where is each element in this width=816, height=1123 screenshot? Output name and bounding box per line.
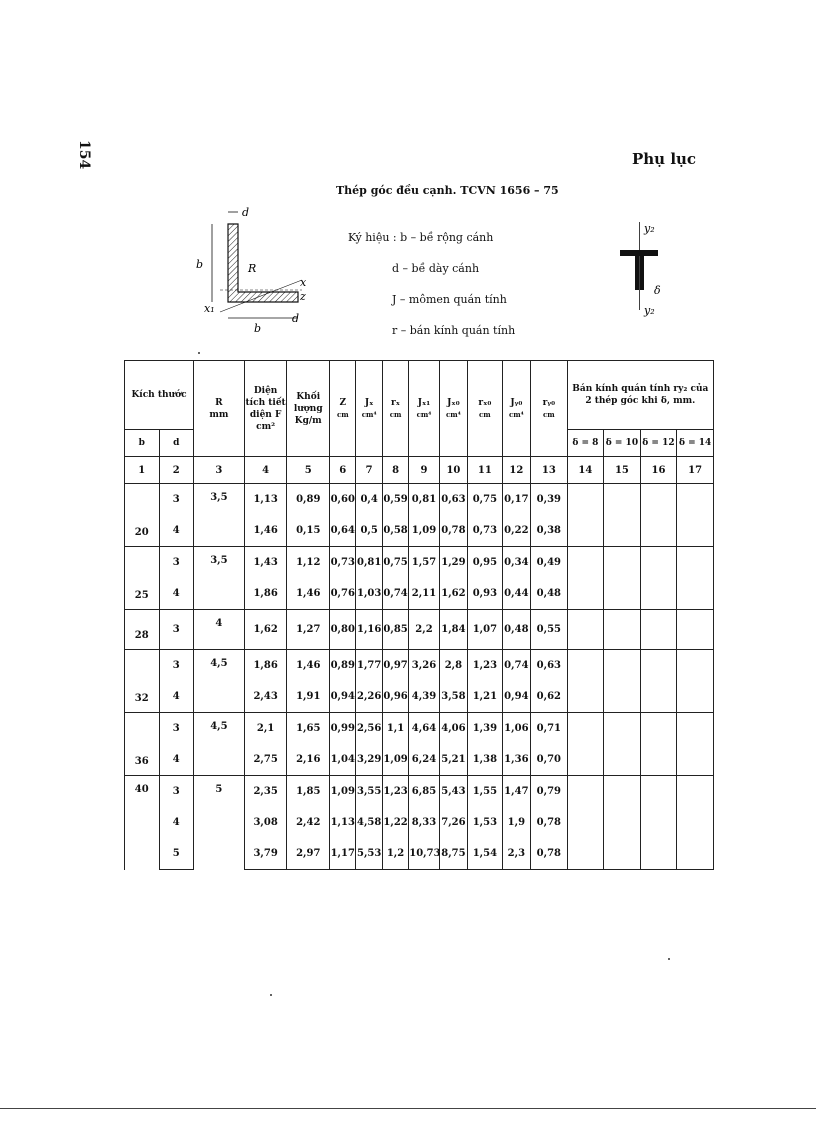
cell-value: 1,2 [382,838,408,870]
section-title: Phụ lục [632,150,697,168]
cell-value: 1,09 [409,515,439,547]
fig-label-b: b [196,258,204,271]
colnum-6: 6 [330,457,356,484]
cell-value: 0,95 [468,547,503,579]
cell-value: 0,93 [468,578,503,610]
cell-value: 2,2 [409,610,439,650]
cell-value: 1,9 [502,807,530,838]
cell-value: 4,39 [409,681,439,713]
legend-j: J – mômen quán tính [392,293,507,306]
table-row [125,484,714,516]
cell-value: 3,79 [244,838,287,870]
cell-value: 0,39 [531,484,568,516]
cell-radius-empty [640,515,677,547]
cell-value: 1,36 [502,744,530,776]
header-ry0: rᵧ₀ cm [531,361,568,457]
cell-value: 1,1 [382,713,408,745]
cell-value: 0,59 [382,484,408,516]
cell-value: 0,81 [409,484,439,516]
cell-value: 1,06 [502,713,530,745]
cell-value: 2,26 [356,681,382,713]
header-rx0: rₓ₀ cm [468,361,503,457]
header-area: Diện tích tiết diện F cm² [244,361,287,457]
cell-r: 4,5 [194,650,245,713]
cell-value: 2,42 [287,807,330,838]
colnum-10: 10 [439,457,467,484]
cell-value: 3,29 [356,744,382,776]
cell-d: 5 [159,838,194,870]
cell-r: 4 [194,610,245,650]
table-body [125,457,714,870]
cell-value: 0,80 [330,610,356,650]
cell-value: 2,16 [287,744,330,776]
speck [198,352,200,354]
header-radius-group: Bán kính quán tính ry₂ của 2 thép góc khi δ, mm. [567,361,713,430]
cell-value: 8,33 [409,807,439,838]
cell-value: 4,06 [439,713,467,745]
header-rx: rₓ cm [382,361,408,457]
cell-value: 0,74 [502,650,530,682]
cell-d: 4 [159,578,194,610]
header-jy0: Jᵧ₀ cm⁴ [502,361,530,457]
cell-value: 1,86 [244,650,287,682]
cell-value: 0,17 [502,484,530,516]
cell-value: 1,17 [330,838,356,870]
cell-radius-empty [604,838,641,870]
cell-value: 1,03 [356,578,382,610]
cell-b: 20 [125,484,160,547]
cell-value: 0,48 [502,610,530,650]
cell-value: 0,75 [382,547,408,579]
symbol-legend [348,222,515,346]
cell-radius-empty [567,610,604,650]
cell-value: 0,70 [531,744,568,776]
cell-value: 0,94 [330,681,356,713]
cell-value: 2,43 [244,681,287,713]
cell-value: 10,73 [409,838,439,870]
cell-value: 1,16 [356,610,382,650]
cell-radius-empty [640,807,677,838]
cell-value: 1,77 [356,650,382,682]
tee-flange [620,250,658,256]
header-jx0: Jₓ₀ cm⁴ [439,361,467,457]
cell-radius-empty [604,515,641,547]
colnum-4: 4 [244,457,287,484]
cell-value: 1,43 [244,547,287,579]
cell-radius-empty [640,610,677,650]
colnum-9: 9 [409,457,439,484]
cell-value: 1,91 [287,681,330,713]
cell-value: 0,74 [382,578,408,610]
table-row [125,547,714,579]
cell-radius-empty [567,807,604,838]
fig-label-delta: δ [654,284,661,297]
cell-value: 1,62 [439,578,467,610]
cell-value: 1,57 [409,547,439,579]
cell-radius-empty [604,776,641,808]
cell-value: 0,85 [382,610,408,650]
cell-value: 1,04 [330,744,356,776]
cell-value: 2,11 [409,578,439,610]
cell-b: 40 [125,776,160,870]
header-b: b [125,430,160,457]
fig-label-d-top: d [242,206,250,219]
cell-value: 0,78 [439,515,467,547]
cell-radius-empty [677,515,714,547]
cell-value: 7,26 [439,807,467,838]
cell-value: 3,08 [244,807,287,838]
header-jx1: Jₓ₁ cm⁴ [409,361,439,457]
cell-value: 0,89 [287,484,330,516]
fig-label-x1: x₁ [204,302,215,315]
cell-value: 8,75 [439,838,467,870]
header-delta-10: δ = 10 [604,430,641,457]
cell-radius-empty [604,578,641,610]
cell-value: 0,44 [502,578,530,610]
cell-value: 0,15 [287,515,330,547]
table-row [125,650,714,682]
cell-radius-empty [567,515,604,547]
fig-label-d-right: d [292,312,300,325]
cell-value: 2,75 [244,744,287,776]
cell-value: 2,97 [287,838,330,870]
cell-b: 32 [125,650,160,713]
cell-r: 3,5 [194,484,245,547]
colnum-13: 13 [531,457,568,484]
cell-value: 1,27 [287,610,330,650]
cell-radius-empty [677,807,714,838]
legend-b: Ký hiệu : b – bề rộng cánh [348,231,494,244]
cell-d: 4 [159,515,194,547]
header-delta-8: δ = 8 [567,430,604,457]
cell-radius-empty [567,776,604,808]
cell-value: 1,55 [468,776,503,808]
legend-r: r – bán kính quán tính [392,324,516,337]
cell-radius-empty [640,776,677,808]
double-angle-figure [610,218,680,318]
cell-value: 1,65 [287,713,330,745]
cell-value: 1,47 [502,776,530,808]
cell-radius-empty [604,681,641,713]
cell-d: 3 [159,713,194,745]
cell-radius-empty [567,838,604,870]
cell-d: 3 [159,484,194,516]
cell-b: 28 [125,610,160,650]
colnum-14: 14 [567,457,604,484]
fig-label-z: z [300,290,306,303]
colnum-5: 5 [287,457,330,484]
cell-value: 0,75 [468,484,503,516]
cell-value: 1,13 [330,807,356,838]
cell-value: 0,81 [356,547,382,579]
cell-value: 1,09 [330,776,356,808]
cell-value: 4,64 [409,713,439,745]
colnum-3: 3 [194,457,245,484]
colnum-15: 15 [604,457,641,484]
cell-value: 1,07 [468,610,503,650]
cell-value: 5,43 [439,776,467,808]
cell-value: 0,96 [382,681,408,713]
cell-radius-empty [567,744,604,776]
cell-radius-empty [677,776,714,808]
speck [668,958,670,960]
cell-value: 6,24 [409,744,439,776]
table-title: Thép góc đều cạnh. TCVN 1656 – 75 [336,184,559,197]
cell-radius-empty [677,547,714,579]
cell-value: 3,55 [356,776,382,808]
cell-value: 0,4 [356,484,382,516]
cell-value: 2,56 [356,713,382,745]
cell-d: 4 [159,807,194,838]
cell-value: 0,55 [531,610,568,650]
cell-value: 0,78 [531,807,568,838]
bottom-rule [0,1108,816,1109]
cell-radius-empty [567,578,604,610]
cell-value: 6,85 [409,776,439,808]
cell-radius-empty [567,650,604,682]
cell-d: 3 [159,650,194,682]
header-delta-14: δ = 14 [677,430,714,457]
cell-value: 2,35 [244,776,287,808]
speck [270,994,272,996]
colnum-16: 16 [640,457,677,484]
cell-value: 1,12 [287,547,330,579]
header-r: R mm [194,361,245,457]
fig-label-y2-bottom: y₂ [644,304,655,317]
cell-d: 3 [159,610,194,650]
cell-value: 1,53 [468,807,503,838]
cell-radius-empty [567,713,604,745]
cell-value: 0,60 [330,484,356,516]
fig-label-r: R [248,262,257,275]
cell-d: 4 [159,681,194,713]
cell-value: 0,34 [502,547,530,579]
cell-value: 0,78 [531,838,568,870]
colnum-8: 8 [382,457,408,484]
colnum-2: 2 [159,457,194,484]
cell-radius-empty [640,650,677,682]
cell-radius-empty [567,681,604,713]
cell-value: 0,73 [468,515,503,547]
cell-value: 0,63 [531,650,568,682]
cell-radius-empty [677,713,714,745]
cell-value: 1,46 [244,515,287,547]
cell-value: 1,21 [468,681,503,713]
cell-radius-empty [604,807,641,838]
cell-value: 0,99 [330,713,356,745]
header-d: d [159,430,194,457]
fig-label-b-bottom: b [254,322,262,335]
fig-label-y2-top: y₂ [644,222,655,235]
cell-value: 1,85 [287,776,330,808]
cell-b: 25 [125,547,160,610]
cell-value: 0,79 [531,776,568,808]
cell-radius-empty [640,838,677,870]
cell-value: 1,39 [468,713,503,745]
cell-d: 4 [159,744,194,776]
cell-radius-empty [604,610,641,650]
cell-value: 1,46 [287,578,330,610]
column-number-row [125,457,714,484]
cell-value: 1,22 [382,807,408,838]
table-row [125,776,714,808]
cell-value: 0,5 [356,515,382,547]
cell-radius-empty [640,484,677,516]
colnum-1: 1 [125,457,160,484]
cell-value: 0,48 [531,578,568,610]
cell-radius-empty [677,578,714,610]
cell-radius-empty [640,744,677,776]
cell-value: 3,26 [409,650,439,682]
cell-value: 0,76 [330,578,356,610]
cell-value: 0,58 [382,515,408,547]
cell-value: 0,38 [531,515,568,547]
cell-value: 1,62 [244,610,287,650]
cell-radius-empty [677,744,714,776]
header-z: Z cm [330,361,356,457]
cell-value: 5,21 [439,744,467,776]
cell-value: 1,46 [287,650,330,682]
legend-d: d – bề dày cánh [392,262,480,275]
cell-value: 0,62 [531,681,568,713]
tee-web-left [635,256,639,290]
cell-r: 4,5 [194,713,245,776]
colnum-11: 11 [468,457,503,484]
cell-value: 3,58 [439,681,467,713]
cell-value: 0,89 [330,650,356,682]
cell-radius-empty [604,547,641,579]
header-mass: Khối lượng Kg/m [287,361,330,457]
header-jx: Jₓ cm⁴ [356,361,382,457]
cell-value: 0,97 [382,650,408,682]
cell-radius-empty [567,547,604,579]
cell-radius-empty [640,713,677,745]
cell-value: 1,09 [382,744,408,776]
cell-d: 3 [159,547,194,579]
cell-value: 1,13 [244,484,287,516]
cell-radius-empty [604,650,641,682]
page-number: 154 [76,140,92,170]
cell-radius-empty [604,744,641,776]
cell-value: 0,49 [531,547,568,579]
cell-value: 1,23 [382,776,408,808]
cell-radius-empty [640,547,677,579]
colnum-17: 17 [677,457,714,484]
header-size: Kích thước [125,361,194,430]
fig-label-x: x [300,276,307,289]
cell-radius-empty [677,838,714,870]
cell-b: 36 [125,713,160,776]
cell-value: 2,8 [439,650,467,682]
cell-radius-empty [567,484,604,516]
cell-value: 4,58 [356,807,382,838]
cell-radius-empty [604,713,641,745]
cell-value: 2,3 [502,838,530,870]
angle-steel-table [124,360,714,870]
table-row [125,713,714,745]
cell-r: 3,5 [194,547,245,610]
cell-value: 5,53 [356,838,382,870]
tee-web-right [640,256,644,290]
cell-radius-empty [640,578,677,610]
cell-radius-empty [640,681,677,713]
cell-value: 0,94 [502,681,530,713]
cell-value: 1,23 [468,650,503,682]
header-delta-12: δ = 12 [640,430,677,457]
cell-d: 3 [159,776,194,808]
cell-value: 1,54 [468,838,503,870]
angle-section-figure [190,200,310,340]
cell-value: 1,38 [468,744,503,776]
cell-r: 5 [194,776,245,870]
cell-radius-empty [677,484,714,516]
cell-value: 1,86 [244,578,287,610]
table-row [125,610,714,650]
cell-value: 0,22 [502,515,530,547]
cell-value: 0,71 [531,713,568,745]
colnum-7: 7 [356,457,382,484]
cell-value: 0,73 [330,547,356,579]
cell-value: 0,63 [439,484,467,516]
colnum-12: 12 [502,457,530,484]
cell-radius-empty [677,681,714,713]
cell-radius-empty [677,650,714,682]
cell-value: 0,64 [330,515,356,547]
cell-value: 2,1 [244,713,287,745]
cell-radius-empty [677,610,714,650]
cell-value: 1,29 [439,547,467,579]
cell-radius-empty [604,484,641,516]
cell-value: 1,84 [439,610,467,650]
